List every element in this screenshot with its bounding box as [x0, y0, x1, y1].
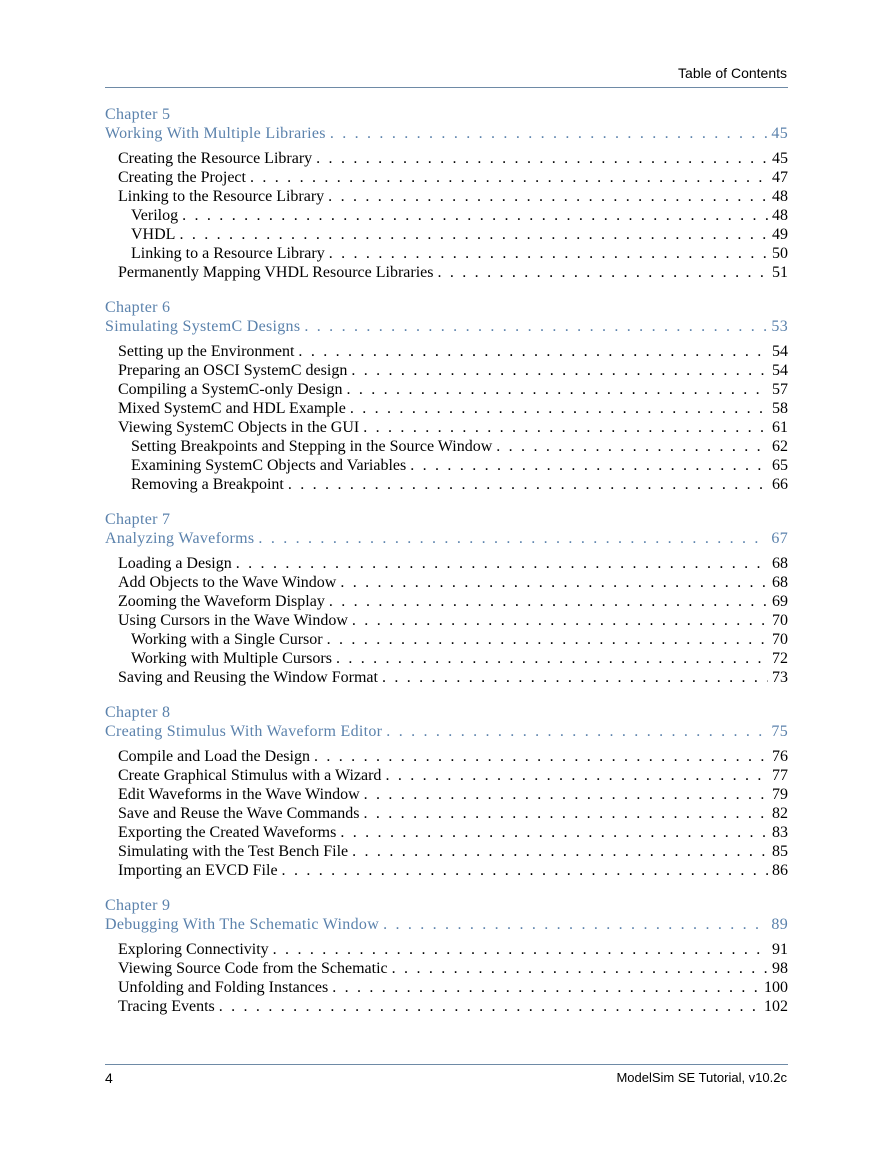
toc-entry-page-number: 98: [772, 960, 788, 977]
toc-entry-page-number: 66: [772, 476, 788, 493]
dot-leader: [332, 978, 760, 997]
chapter-section: [105, 298, 788, 494]
dot-leader: [363, 804, 768, 823]
toc-entry[interactable]: [105, 244, 788, 263]
toc-entry-title: Removing a Breakpoint: [131, 476, 284, 493]
toc-entry[interactable]: [105, 187, 788, 206]
toc-entry-page-number: 69: [772, 593, 788, 610]
dot-leader: [273, 940, 768, 959]
toc-entry[interactable]: [105, 225, 788, 244]
dot-leader: [352, 842, 768, 861]
toc-entry-page-number: 62: [772, 438, 788, 455]
toc-entry-title: Importing an EVCD File: [118, 862, 278, 879]
dot-leader: [383, 915, 767, 934]
toc-entry[interactable]: [105, 785, 788, 804]
toc-entry-title: Add Objects to the Wave Window: [118, 574, 337, 591]
chapter-page-number: 53: [771, 318, 788, 335]
toc-entry-page-number: 65: [772, 457, 788, 474]
dot-leader: [258, 529, 767, 548]
toc-entry[interactable]: [105, 380, 788, 399]
chapter-label: Chapter 6: [105, 299, 171, 316]
chapter-title-link[interactable]: [105, 529, 788, 548]
dot-leader: [282, 861, 768, 880]
toc-entry-page-number: 70: [772, 631, 788, 648]
toc-entry-title: Exploring Connectivity: [118, 941, 269, 958]
toc-entry-title: Viewing SystemC Objects in the GUI: [118, 419, 360, 436]
toc-entry-title: Permanently Mapping VHDL Resource Libraries: [118, 264, 434, 281]
toc-entry[interactable]: [105, 766, 788, 785]
dot-leader: [304, 317, 767, 336]
document-title: ModelSim SE Tutorial, v10.2c: [616, 1070, 787, 1085]
chapter-label: Chapter 8: [105, 704, 171, 721]
toc-entry-title: Compile and Load the Design: [118, 748, 310, 765]
toc-entry[interactable]: [105, 630, 788, 649]
toc-entry[interactable]: [105, 959, 788, 978]
toc-entry[interactable]: [105, 823, 788, 842]
toc-entry[interactable]: [105, 437, 788, 456]
dot-leader: [382, 668, 768, 687]
toc-entry[interactable]: [105, 168, 788, 187]
toc-entry-page-number: 48: [772, 207, 788, 224]
toc-entry[interactable]: [105, 342, 788, 361]
chapter-title: Analyzing Waveforms: [105, 530, 255, 547]
chapter-title-link[interactable]: [105, 124, 788, 143]
toc-entry-page-number: 68: [772, 574, 788, 591]
dot-leader: [219, 997, 760, 1016]
toc-entry-page-number: 49: [772, 226, 788, 243]
toc-entry-title: Save and Reuse the Wave Commands: [118, 805, 360, 822]
toc-entry[interactable]: [105, 747, 788, 766]
dot-leader: [351, 361, 768, 380]
toc-entry[interactable]: [105, 206, 788, 225]
toc-entry-page-number: 54: [772, 343, 788, 360]
chapter-section: [105, 510, 788, 687]
toc-entry-page-number: 76: [772, 748, 788, 765]
toc-entry-page-number: 68: [772, 555, 788, 572]
toc-entry[interactable]: [105, 149, 788, 168]
chapter-title-link[interactable]: [105, 915, 788, 934]
toc-entry[interactable]: [105, 940, 788, 959]
chapter-label: Chapter 7: [105, 511, 171, 528]
toc-entry-title: Linking to a Resource Library: [131, 245, 325, 262]
dot-leader: [329, 592, 768, 611]
toc-entry-page-number: 50: [772, 245, 788, 262]
dot-leader: [298, 342, 768, 361]
toc-entry[interactable]: [105, 668, 788, 687]
toc-entry-title: Edit Waveforms in the Wave Window: [118, 786, 360, 803]
toc-entry-page-number: 91: [772, 941, 788, 958]
chapter-section: [105, 703, 788, 880]
toc-entry-title: Unfolding and Folding Instances: [118, 979, 329, 996]
toc-entry-page-number: 47: [772, 169, 788, 186]
toc-entry[interactable]: [105, 861, 788, 880]
toc-entry-page-number: 48: [772, 188, 788, 205]
toc-entry-title: Mixed SystemC and HDL Example: [118, 400, 346, 417]
dot-leader: [329, 244, 768, 263]
chapter-section: [105, 896, 788, 1016]
dot-leader: [352, 611, 768, 630]
toc-entry-title: Loading a Design: [118, 555, 232, 572]
toc-entry[interactable]: [105, 475, 788, 494]
toc-entry-title: Using Cursors in the Wave Window: [118, 612, 348, 629]
toc-entry-title: Preparing an OSCI SystemC design: [118, 362, 348, 379]
dot-leader: [363, 418, 768, 437]
dot-leader: [182, 206, 768, 225]
toc-entry-title: Zooming the Waveform Display: [118, 593, 325, 610]
toc-entry-page-number: 57: [772, 381, 788, 398]
toc-entry-title: Working with Multiple Cursors: [131, 650, 332, 667]
dot-leader: [386, 722, 767, 741]
toc-entry-title: Creating the Resource Library: [118, 150, 313, 167]
dot-leader: [350, 399, 768, 418]
running-header: Table of Contents: [678, 65, 787, 81]
toc-entry-title: Examining SystemC Objects and Variables: [131, 457, 407, 474]
toc-entry-page-number: 86: [772, 862, 788, 879]
footer-rule: [105, 1064, 788, 1065]
toc-entry-title: Working with a Single Cursor: [131, 631, 323, 648]
header-rule: [105, 87, 788, 88]
toc-entry[interactable]: [105, 263, 788, 282]
toc-entry-page-number: 61: [772, 419, 788, 436]
toc-entry-title: Create Graphical Stimulus with a Wizard: [118, 767, 382, 784]
toc-entry-title: Setting Breakpoints and Stepping in the Source Window: [131, 438, 493, 455]
dot-leader: [314, 747, 768, 766]
toc-entry-title: Verilog: [131, 207, 179, 224]
toc-entry[interactable]: [105, 592, 788, 611]
toc-entry[interactable]: [105, 611, 788, 630]
dot-leader: [179, 225, 768, 244]
toc-entry-title: Setting up the Environment: [118, 343, 295, 360]
dot-leader: [437, 263, 768, 282]
dot-leader: [236, 554, 768, 573]
toc-entry-page-number: 70: [772, 612, 788, 629]
toc-entry-page-number: 82: [772, 805, 788, 822]
toc-entry-page-number: 58: [772, 400, 788, 417]
toc-entry-title: Exporting the Created Waveforms: [118, 824, 337, 841]
toc-entry-page-number: 73: [772, 669, 788, 686]
toc-entry-title: Simulating with the Test Bench File: [118, 843, 349, 860]
toc-entry[interactable]: [105, 573, 788, 592]
chapter-section: [105, 105, 788, 282]
toc-entry-page-number: 45: [772, 150, 788, 167]
dot-leader: [340, 573, 768, 592]
dot-leader: [328, 187, 768, 206]
dot-leader: [330, 124, 768, 143]
toc-entry[interactable]: [105, 418, 788, 437]
toc-entry-page-number: 51: [772, 264, 788, 281]
toc-entry[interactable]: [105, 649, 788, 668]
toc-entry-page-number: 72: [772, 650, 788, 667]
toc-entry-page-number: 102: [764, 998, 788, 1015]
chapter-title: Working With Multiple Libraries: [105, 125, 326, 142]
chapter-title: Creating Stimulus With Waveform Editor: [105, 723, 383, 740]
dot-leader: [340, 823, 768, 842]
table-of-contents: [105, 105, 788, 1032]
toc-entry[interactable]: [105, 804, 788, 823]
toc-entry[interactable]: [105, 842, 788, 861]
chapter-page-number: 67: [771, 530, 788, 547]
dot-leader: [288, 475, 768, 494]
dot-leader: [364, 785, 768, 804]
toc-entry-page-number: 85: [772, 843, 788, 860]
toc-entry-page-number: 100: [764, 979, 788, 996]
dot-leader: [392, 959, 768, 978]
dot-leader: [316, 149, 768, 168]
toc-entry-page-number: 77: [772, 767, 788, 784]
toc-entry[interactable]: [105, 978, 788, 997]
toc-entry-page-number: 79: [772, 786, 788, 803]
dot-leader: [385, 766, 768, 785]
toc-entry[interactable]: [105, 554, 788, 573]
chapter-title-link[interactable]: [105, 317, 788, 336]
chapter-title: Simulating SystemC Designs: [105, 318, 301, 335]
toc-entry-page-number: 54: [772, 362, 788, 379]
chapter-title-link[interactable]: [105, 722, 788, 741]
chapter-label: Chapter 5: [105, 106, 171, 123]
toc-entry[interactable]: [105, 997, 788, 1016]
toc-entry-title: Linking to the Resource Library: [118, 188, 325, 205]
chapter-page-number: 89: [771, 916, 788, 933]
dot-leader: [250, 168, 768, 187]
chapter-page-number: 45: [771, 125, 788, 142]
toc-entry-title: Creating the Project: [118, 169, 246, 186]
toc-entry-title: Tracing Events: [118, 998, 215, 1015]
toc-entry-page-number: 83: [772, 824, 788, 841]
toc-entry-title: Viewing Source Code from the Schematic: [118, 960, 388, 977]
toc-entry-title: Saving and Reusing the Window Format: [118, 669, 378, 686]
chapter-label: Chapter 9: [105, 897, 171, 914]
toc-entry[interactable]: [105, 361, 788, 380]
chapter-title: Debugging With The Schematic Window: [105, 916, 380, 933]
dot-leader: [327, 630, 768, 649]
dot-leader: [496, 437, 768, 456]
chapter-page-number: 75: [771, 723, 788, 740]
toc-entry-title: VHDL: [131, 226, 176, 243]
dot-leader: [346, 380, 768, 399]
dot-leader: [410, 456, 768, 475]
dot-leader: [336, 649, 768, 668]
toc-entry[interactable]: [105, 456, 788, 475]
page-number: 4: [105, 1070, 113, 1086]
toc-entry[interactable]: [105, 399, 788, 418]
toc-entry-title: Compiling a SystemC-only Design: [118, 381, 343, 398]
